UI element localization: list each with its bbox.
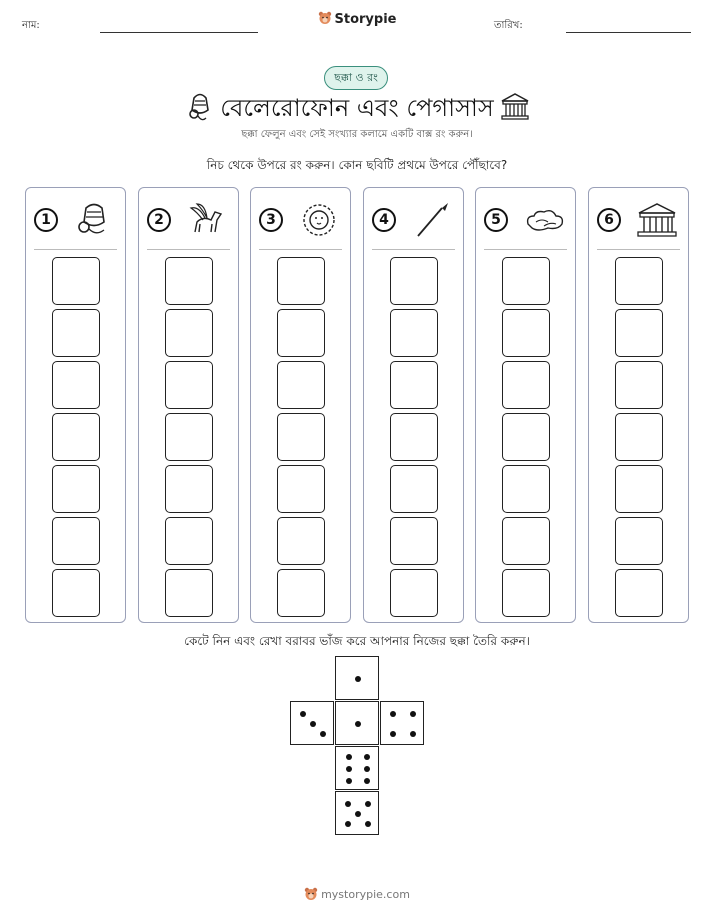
- color-box[interactable]: [390, 413, 438, 461]
- cutout-instruction: কেটে নিন এবং রেখা বরাবর ভাঁজ করে আপনার নিজের ছক্কা তৈরি করুন।: [184, 634, 530, 648]
- color-box[interactable]: [390, 569, 438, 617]
- race-column-2: [138, 187, 239, 623]
- color-box[interactable]: [165, 569, 213, 617]
- color-box[interactable]: [165, 257, 213, 305]
- die-pip: [390, 731, 396, 737]
- bridle-icon: [72, 202, 116, 238]
- column-header: [364, 202, 463, 238]
- color-box[interactable]: [615, 569, 663, 617]
- die-pip: [300, 711, 306, 717]
- temple-icon: [635, 202, 679, 238]
- column-header: [251, 202, 350, 238]
- color-box[interactable]: [165, 465, 213, 513]
- date-label: তারিখ:: [494, 20, 523, 31]
- color-box[interactable]: [52, 361, 100, 409]
- die-pip: [410, 711, 416, 717]
- die-pip: [310, 721, 316, 727]
- die-face-4: [380, 701, 424, 745]
- die-pip: [364, 754, 370, 760]
- column-header: [589, 202, 688, 238]
- color-box[interactable]: [277, 361, 325, 409]
- color-box[interactable]: [165, 413, 213, 461]
- column-header: [139, 202, 238, 238]
- color-box[interactable]: [502, 361, 550, 409]
- column-divider: [34, 249, 117, 250]
- color-box[interactable]: [615, 361, 663, 409]
- name-line[interactable]: [100, 32, 258, 33]
- column-number: 3: [259, 208, 283, 232]
- die-face-3: [290, 701, 334, 745]
- die-pip: [390, 711, 396, 717]
- color-box[interactable]: [615, 309, 663, 357]
- die-pip: [346, 778, 352, 784]
- color-box[interactable]: [277, 257, 325, 305]
- die-pip: [364, 766, 370, 772]
- column-number: 4: [372, 208, 396, 232]
- die-pip: [365, 821, 371, 827]
- die-pip: [345, 821, 351, 827]
- page-title: বেলেরোফোন এবং পেগাসাস: [220, 94, 494, 122]
- race-column-5: [475, 187, 576, 623]
- color-box[interactable]: [277, 517, 325, 565]
- subtitle: ছক্কা ফেলুন এবং সেই সংখ্যার কলামে একটি বাক্স রং করুন।: [241, 129, 473, 140]
- column-divider: [597, 249, 680, 250]
- color-box[interactable]: [502, 413, 550, 461]
- die-pip: [364, 778, 370, 784]
- die-pip: [355, 676, 361, 682]
- die-face-1: [335, 656, 379, 700]
- pegasus-icon: [185, 202, 229, 238]
- die-pip: [345, 801, 351, 807]
- die-pip: [346, 766, 352, 772]
- column-divider: [147, 249, 230, 250]
- color-box[interactable]: [52, 257, 100, 305]
- die-face-6: [335, 746, 379, 790]
- color-box[interactable]: [277, 569, 325, 617]
- die-pip: [410, 731, 416, 737]
- color-box[interactable]: [165, 361, 213, 409]
- column-header: [476, 202, 575, 238]
- die-pip: [346, 754, 352, 760]
- color-box[interactable]: [52, 569, 100, 617]
- spear-icon: [410, 202, 454, 238]
- color-box[interactable]: [615, 465, 663, 513]
- column-number: 5: [484, 208, 508, 232]
- brand-name: Storypie: [334, 12, 397, 27]
- color-box[interactable]: [277, 413, 325, 461]
- clouds-icon: [522, 202, 566, 238]
- die-pip: [365, 801, 371, 807]
- storypie-bear-icon: [318, 11, 332, 25]
- color-box[interactable]: [52, 413, 100, 461]
- color-box[interactable]: [165, 309, 213, 357]
- color-box[interactable]: [390, 361, 438, 409]
- color-box[interactable]: [277, 309, 325, 357]
- color-box[interactable]: [502, 517, 550, 565]
- color-box[interactable]: [52, 465, 100, 513]
- race-column-6: [588, 187, 689, 623]
- name-label: নাম:: [22, 20, 40, 31]
- footer-bear-icon: [304, 887, 318, 901]
- color-box[interactable]: [52, 517, 100, 565]
- color-box[interactable]: [502, 257, 550, 305]
- color-box[interactable]: [615, 517, 663, 565]
- color-box[interactable]: [52, 309, 100, 357]
- column-number: 6: [597, 208, 621, 232]
- die-pip: [320, 731, 326, 737]
- color-box[interactable]: [502, 569, 550, 617]
- race-column-4: [363, 187, 464, 623]
- color-box[interactable]: [502, 465, 550, 513]
- color-box[interactable]: [277, 465, 325, 513]
- activity-tag: ছক্কা ও রং: [324, 66, 388, 90]
- title-temple-icon: [500, 92, 530, 122]
- die-pip: [355, 811, 361, 817]
- footer: [0, 887, 714, 901]
- date-line[interactable]: [566, 32, 691, 33]
- color-box[interactable]: [165, 517, 213, 565]
- color-box[interactable]: [502, 309, 550, 357]
- race-column-3: [250, 187, 351, 623]
- color-box[interactable]: [390, 309, 438, 357]
- column-divider: [484, 249, 567, 250]
- die-face-1: [335, 701, 379, 745]
- color-box[interactable]: [390, 517, 438, 565]
- footer-url: mystorypie.com: [321, 888, 410, 901]
- column-divider: [259, 249, 342, 250]
- column-divider: [372, 249, 455, 250]
- color-box[interactable]: [390, 465, 438, 513]
- column-header: [26, 202, 125, 238]
- column-number: 2: [147, 208, 171, 232]
- color-box[interactable]: [390, 257, 438, 305]
- die-face-5: [335, 791, 379, 835]
- color-box[interactable]: [615, 413, 663, 461]
- column-number: 1: [34, 208, 58, 232]
- instruction: নিচ থেকে উপরে রং করুন। কোন ছবিটি প্রথমে উপরে পৌঁছাবে?: [206, 158, 508, 172]
- brand-logo: [0, 11, 714, 27]
- race-column-1: [25, 187, 126, 623]
- lion-icon: [297, 202, 341, 238]
- die-pip: [355, 721, 361, 727]
- color-box[interactable]: [615, 257, 663, 305]
